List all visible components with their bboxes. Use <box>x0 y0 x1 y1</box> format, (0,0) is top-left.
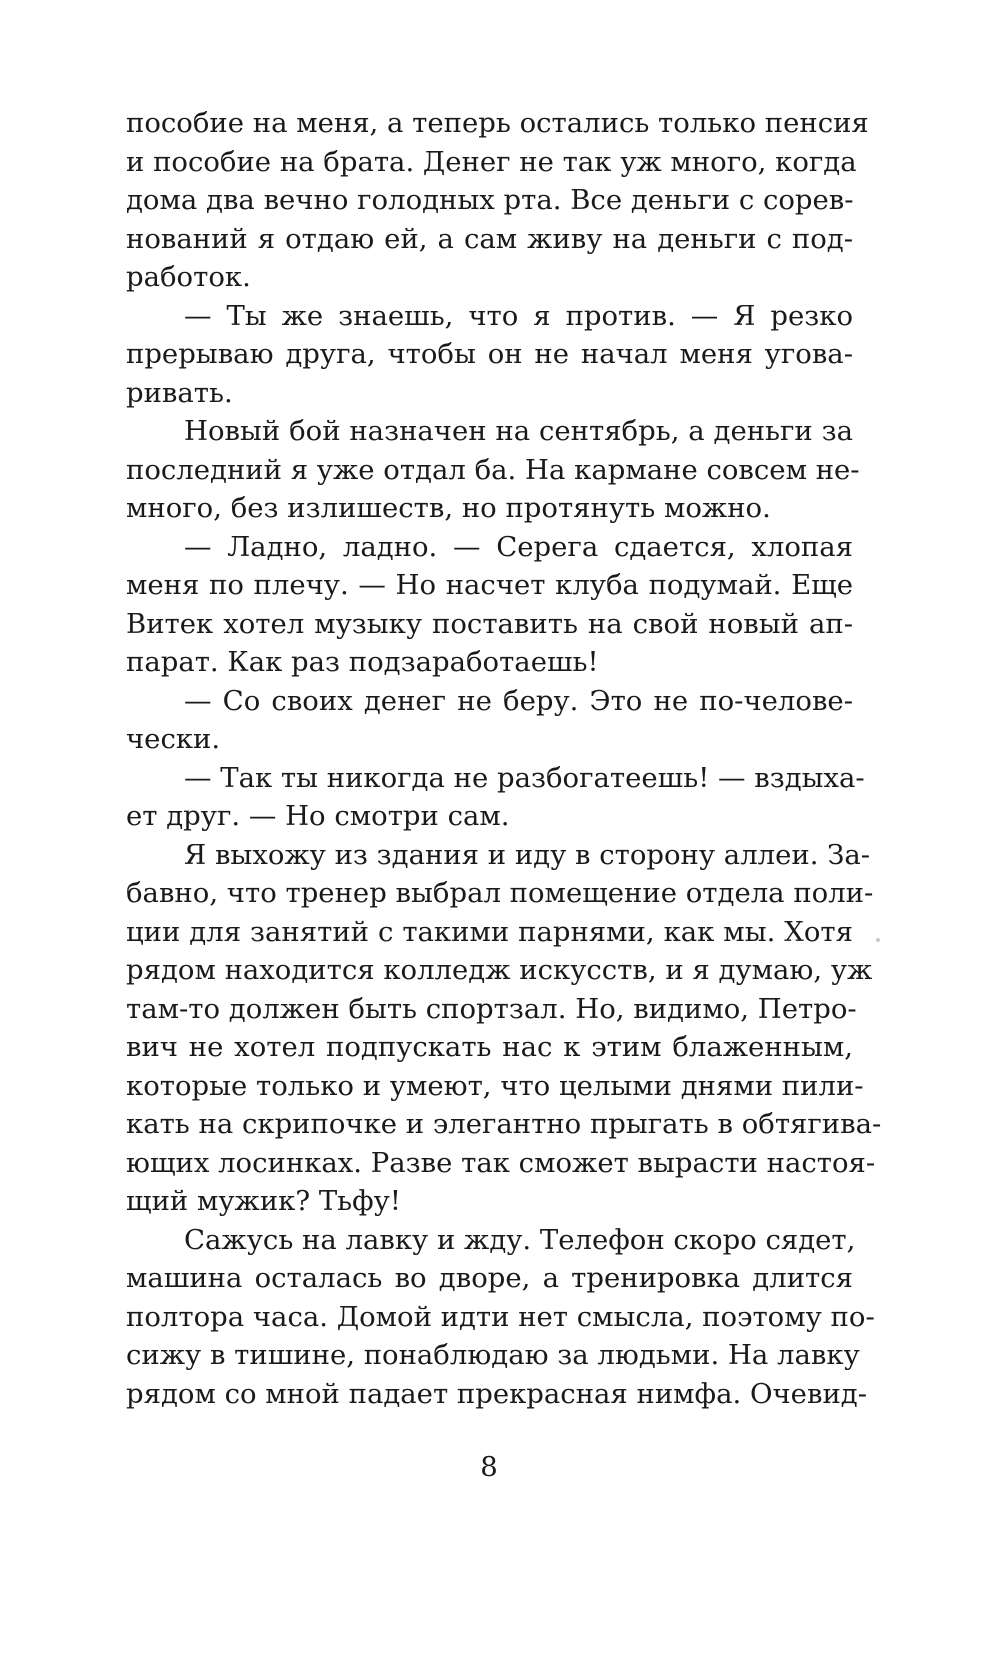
text-line: последний я уже отдал ба. На кармане совсем не- <box>126 453 860 486</box>
text-line: Витек хотел музыку поставить на свой новый ап- <box>126 607 853 640</box>
text-line: полтора часа. Домой идти нет смысла, поэтому по- <box>126 1300 875 1333</box>
text-line: — Ладно, ладно. — Серега сдается, хлопая <box>184 530 853 563</box>
text-line: парат. Как раз подзаработаешь! <box>126 646 599 678</box>
text-line: Я выхожу из здания и иду в сторону аллеи. За- <box>184 838 871 871</box>
text-line: сижу в тишине, понаблюдаю за людьми. На лавку <box>126 1339 860 1371</box>
text-line: вич не хотел подпускать нас к этим блаженным, <box>126 1031 853 1063</box>
text-line: нований я отдаю ей, а сам живу на деньги с под- <box>126 222 853 255</box>
text-line: кать на скрипочке и элегантно прыгать в обтягива- <box>126 1108 882 1140</box>
text-line: ривать. <box>126 376 233 409</box>
text-line: ющих лосинках. Разве так сможет вырасти настоя- <box>126 1146 876 1179</box>
text-line: ции для занятий с такими парнями, как мы. Хотя <box>126 915 853 948</box>
text-line: много, без излишеств, но протянуть можно. <box>126 492 771 524</box>
text-line: рядом находится колледж искусств, и я думаю, уж <box>126 954 873 986</box>
page-number: 8 <box>480 1451 498 1483</box>
paper-speck <box>876 938 880 942</box>
text-line: которые только и умеют, что целыми днями пили- <box>126 1069 864 1102</box>
body-text <box>126 104 882 1413</box>
text-line: пособие на меня, а теперь остались только пенсия <box>126 107 869 139</box>
text-line: и пособие на брата. Денег не так уж много, когда <box>126 145 857 178</box>
text-line: меня по плечу. — Но насчет клуба подумай. Еще <box>126 569 853 601</box>
text-line: щий мужик? Тьфу! <box>126 1185 401 1217</box>
text-line: бавно, что тренер выбрал помещение отдела поли- <box>126 877 874 909</box>
text-line: там-то должен быть спортзал. Но, видимо, Петро- <box>126 992 857 1025</box>
text-line: — Ты же знаешь, что я против. — Я резко <box>184 299 853 332</box>
text-line: прерываю друга, чтобы он не начал меня угова- <box>126 338 853 370</box>
text-line: — Так ты никогда не разбогатеешь! — вздыха- <box>184 761 865 794</box>
text-line: Новый бой назначен на сентябрь, а деньги за <box>184 415 853 447</box>
text-line: Сажусь на лавку и жду. Телефон скоро сядет, <box>184 1223 856 1256</box>
text-line: дома два вечно голодных рта. Все деньги с сорев- <box>126 184 854 216</box>
text-line: — Со своих денег не беру. Это не по-челове- <box>184 684 853 717</box>
text-line: работок. <box>126 261 251 293</box>
text-line: чески. <box>126 723 221 755</box>
text-line: ет друг. — Но смотри сам. <box>126 800 510 832</box>
text-line: машина осталась во дворе, а тренировка длится <box>126 1262 853 1294</box>
text-line: рядом со мной падает прекрасная нимфа. Очевид- <box>126 1377 867 1410</box>
